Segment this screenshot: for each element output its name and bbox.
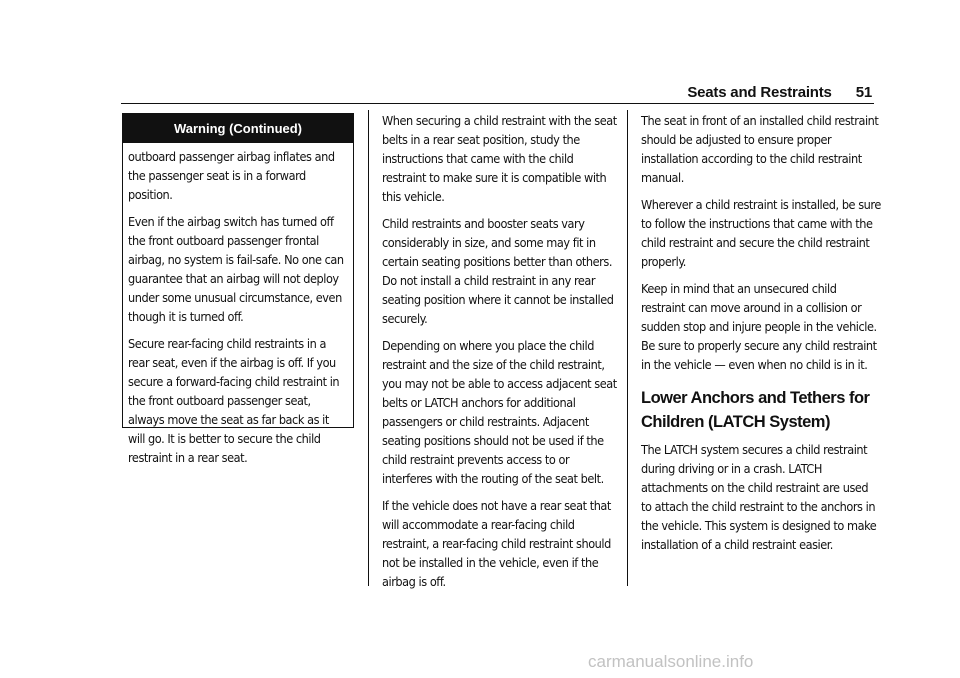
body-paragraph: Keep in mind that an unsecured child restraint can move around in a collision or sudden stop and injure people in the vehicle. Be sure to properly secure any child restraint in the vehicle — even when no child is in it. [641, 281, 877, 372]
warning-paragraph: Even if the airbag switch has turned off the front outboard passenger frontal airbag, no system is fail-safe. No one can guarantee that an airbag will not deploy under some unusual circumstance, even though it is turned off. [128, 214, 344, 324]
watermark: carmanualsonline.info [588, 652, 754, 671]
column-divider-2 [627, 110, 628, 586]
warning-paragraph: outboard passenger airbag inflates and the passenger seat is in a forward position. [128, 149, 335, 202]
body-paragraph: If the vehicle does not have a rear seat that will accommodate a rear-facing child restraint, a rear-facing child restraint should not be installed in the vehicle, even if the airbag is off. [382, 498, 611, 589]
warning-title: Warning (Continued) [123, 114, 353, 143]
right-column [641, 111, 881, 562]
section-heading: Lower Anchors and Tethers for Children (LATCH System) [641, 389, 870, 431]
column-divider-1 [368, 110, 369, 586]
body-paragraph: Depending on where you place the child restraint and the size of the child restraint, you may not be able to access adjacent seat belts or LATCH anchors for additional passengers or child restraints. Adjacent seating positions should not be used if the child restraint prevents access to or interferes with the routing of the seat belt. [382, 338, 617, 486]
warning-paragraph: Secure rear-facing child restraints in a rear seat, even if the airbag is off. If you secure a forward-facing child restraint in the front outboard passenger seat, always move the seat as far back as it will go. It is better to secure the child restraint in a rear seat. [128, 336, 340, 465]
middle-column [382, 111, 618, 599]
body-paragraph: The LATCH system secures a child restraint during driving or in a crash. LATCH attachments on the child restraint are used to attach the child restraint to the anchors in the vehicle. This system is designed to make installation of a child restraint easier. [641, 442, 877, 552]
warning-box [122, 113, 354, 465]
page-number: 51 [855, 84, 872, 101]
header-rule [121, 103, 874, 104]
running-header [687, 84, 872, 101]
body-paragraph: Wherever a child restraint is installed, be sure to follow the instructions that came with the child restraint and secure the child restraint properly. [641, 197, 881, 269]
warning-body [123, 143, 353, 467]
body-paragraph: Child restraints and booster seats vary considerably in size, and some may fit in certain seating positions better than others. Do not install a child restraint in any rear seating position where it cannot be installed securely. [382, 216, 614, 326]
body-paragraph: When securing a child restraint with the seat belts in a rear seat position, study the instructions that came with the child restraint to make sure it is compatible with this vehicle. [382, 113, 617, 204]
section-title: Seats and Restraints [687, 84, 832, 101]
body-paragraph: The seat in front of an installed child restraint should be adjusted to ensure proper installation according to the child restraint manual. [641, 113, 879, 185]
